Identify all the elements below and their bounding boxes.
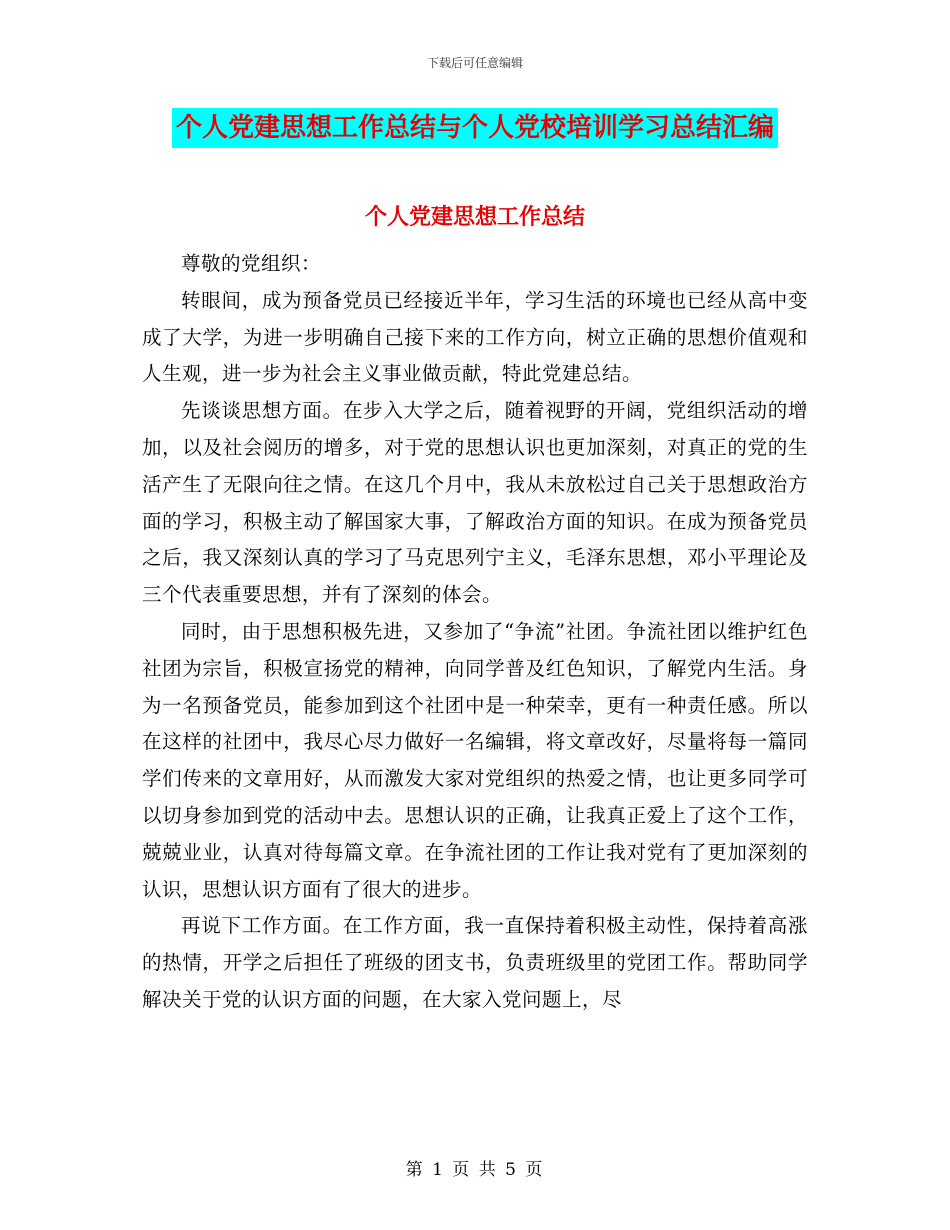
document-body xyxy=(142,246,808,1019)
salutation: 尊敬的党组织： xyxy=(181,252,322,275)
header-note: 下载后可任意编辑 xyxy=(426,56,523,70)
paragraph: 同时，由于思想积极先进，又参加了“争流”社团。争流社团以维护红色社团为宗旨，积极宣扬党的精神，向同学普及红色知识，了解党内生活。身为一名预备党员，能参加到这个社团中是一种荣幸，更有一种责任感。所以在这样的社团中，我尽心尽力做好一名编辑，将文章改好，尽量将每一篇同学们传来的文章用好，从而激发大家对党组织的热爱之情，也让更多同学可以切身参加到党的活动中去。思想认识的正确，让我真正爱上了这个工作，兢兢业业，认真对待每篇文章。在争流社团的工作让我对党有了更加深刻的认识，思想认识方面有了很大的进步。 xyxy=(142,619,808,901)
page-footer: 第 1 页 共 5 页 xyxy=(405,1160,545,1180)
paragraph: 转眼间，成为预备党员已经接近半年，学习生活的环境也已经从高中变成了大学，为进一步明确自己接下来的工作方向，树立正确的思想价值观和人生观，进一步为社会主义事业做贡献，特此党建总结。 xyxy=(142,288,808,386)
paragraph: 再说下工作方面。在工作方面，我一直保持着积极主动性，保持着高涨的热情，开学之后担任了班级的团支书，负责班级里的党团工作。帮助同学解决关于党的认识方面的问题，在大家入党问题上，尽 xyxy=(142,914,808,1011)
main-title: 个人党建思想工作总结与个人党校培训学习总结汇编 xyxy=(172,108,778,148)
paragraph: 先谈谈思想方面。在步入大学之后，随着视野的开阔，党组织活动的增加，以及社会阅历的增多，对于党的思想认识也更加深刻，对真正的党的生活产生了无限向往之情。在这几个月中，我从未放松过自己关于思想政治方面的学习，积极主动了解国家大事，了解政治方面的知识。在成为预备党员之后，我又深刻认真的学习了马克思列宁主义，毛泽东思想，邓小平理论及三个代表重要思想，并有了深刻的体会。 xyxy=(142,399,808,607)
section-title: 个人党建思想工作总结 xyxy=(364,205,585,230)
main-title-container xyxy=(0,108,950,148)
